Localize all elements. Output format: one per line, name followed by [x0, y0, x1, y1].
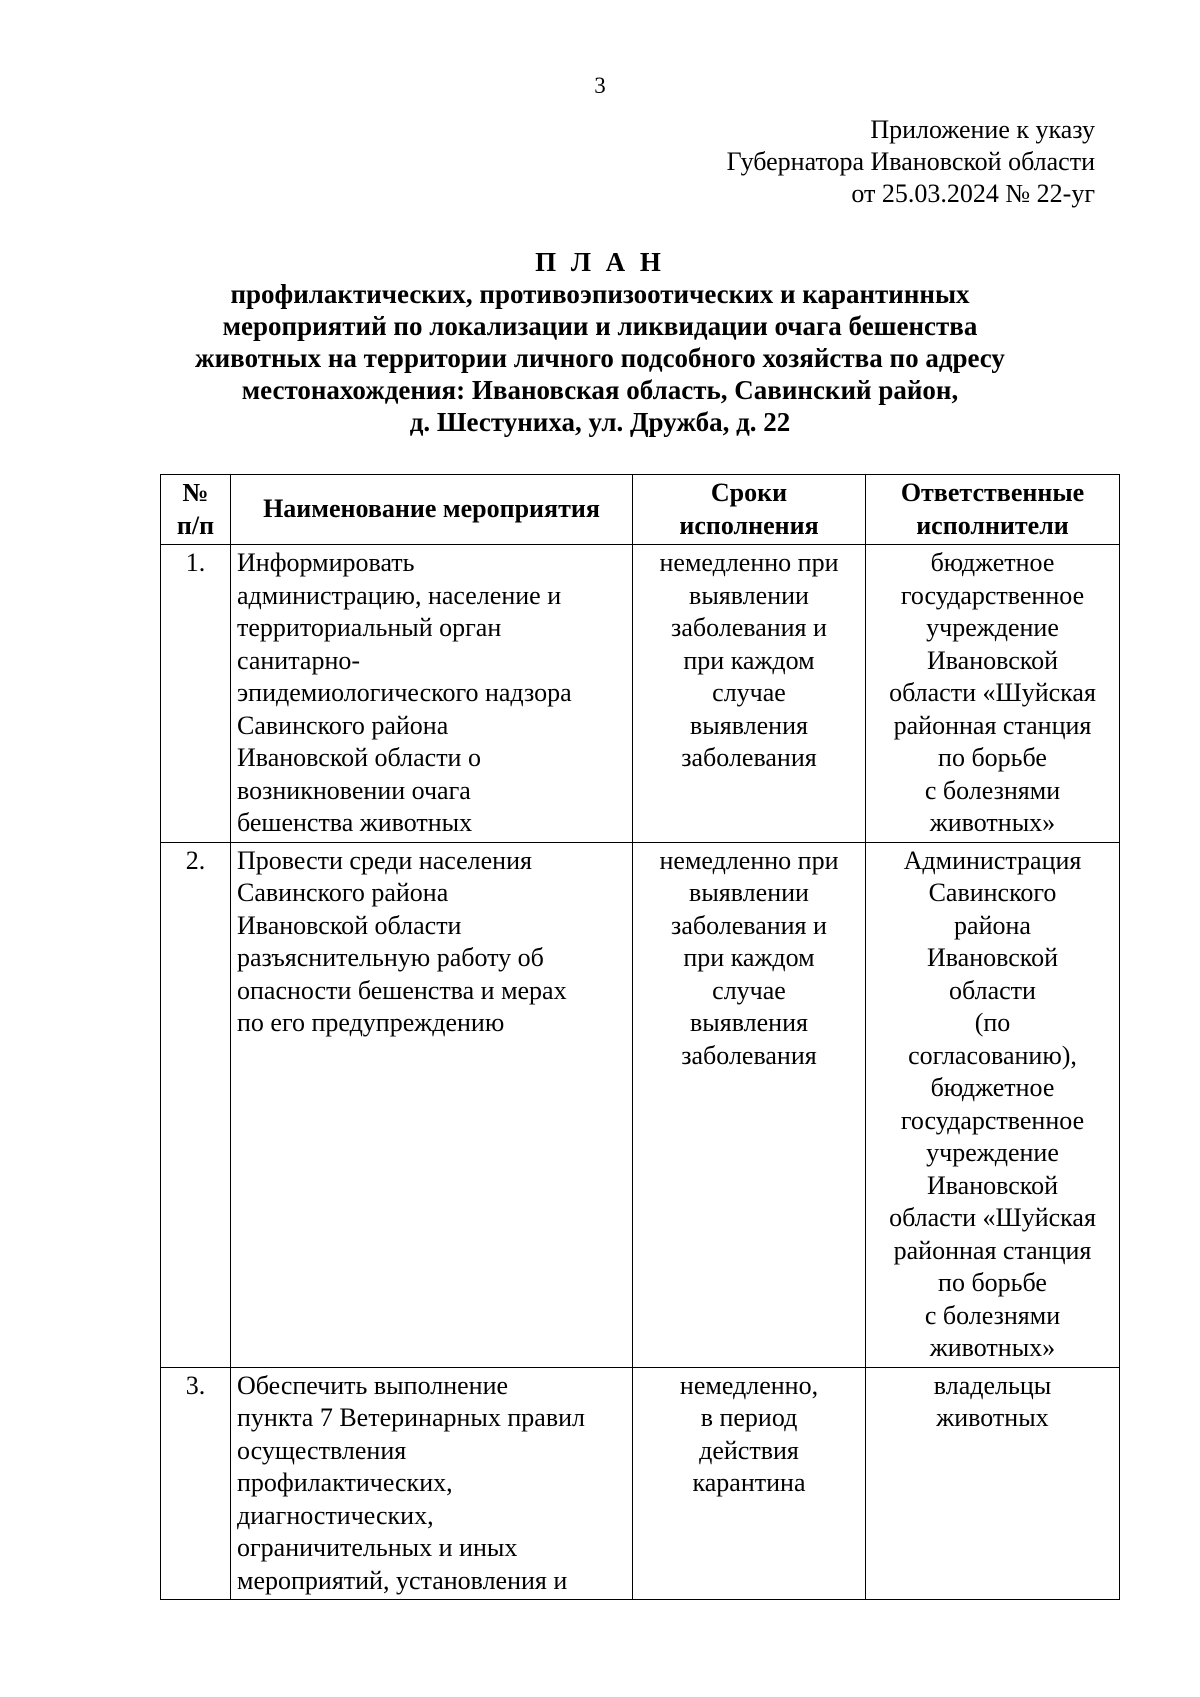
text-line: немедленно при [659, 548, 839, 577]
plan-heading: П Л А Н [535, 247, 665, 277]
page-number: 3 [594, 73, 606, 98]
text-line: при каждом [683, 943, 815, 972]
text-line: профилактических, [237, 1468, 453, 1497]
text-line: мероприятий, установления и [237, 1565, 568, 1595]
text-line: по борьбе [938, 743, 1047, 772]
appendix-note [727, 114, 1095, 210]
text-line: действия [699, 1435, 799, 1465]
header-name [231, 475, 633, 545]
text-line: исполнения [679, 510, 819, 540]
text-line: территориальный орган [237, 613, 502, 642]
text-line: выявлении [689, 580, 809, 610]
text-line: Ивановской области о [237, 743, 481, 772]
title-line: животных на территории личного подсобного хозяйства по адресу [195, 343, 1005, 373]
text-line: бюджетное [930, 1073, 1055, 1102]
text-line: опасности бешенства и мерах [237, 975, 567, 1005]
text-line: области «Шуйская [889, 1203, 1096, 1232]
title-line: д. Шестуниха, ул. Дружба, д. 22 [409, 407, 791, 437]
activity-term [633, 842, 866, 1367]
text-line: диагностических, [237, 1500, 434, 1530]
text-line: осуществления [237, 1435, 407, 1465]
text-line: исполнители [916, 510, 1069, 540]
text-line: случае [712, 678, 786, 707]
text-line: санитарно- [237, 645, 361, 675]
title-line: профилактических, противоэпизоотических и карантинных [230, 279, 970, 309]
text-line: бюджетное [930, 548, 1055, 577]
text-line: возникновении очага [237, 775, 471, 805]
text-line: животных [936, 1403, 1049, 1432]
text-line: с болезнями [924, 775, 1061, 805]
text-line: учреждение [926, 1138, 1059, 1167]
text-line: Сроки [710, 478, 788, 507]
text-line: Ивановской [926, 1170, 1059, 1200]
text-line: по его предупреждению [237, 1008, 505, 1037]
activity-responsible [866, 1367, 1120, 1600]
text-line: владельцы [933, 1370, 1052, 1400]
activity-name [231, 1367, 633, 1600]
text-line: области [949, 975, 1036, 1005]
text-line: Обеспечить выполнение [237, 1370, 509, 1400]
text-line: Ивановской области [237, 910, 462, 940]
row-number: 3. [161, 1367, 231, 1600]
text-line: Савинского [928, 878, 1057, 907]
text-line: немедленно, [679, 1370, 819, 1400]
header-num [161, 475, 231, 545]
row-number: 2. [161, 842, 231, 1367]
text-line: заболевания и [671, 613, 827, 642]
text-line: Информировать [237, 548, 415, 577]
text-line: ограничительных и иных [237, 1533, 518, 1562]
text-line: Ответственные [900, 478, 1085, 507]
activity-responsible [866, 545, 1120, 843]
row-number: 1. [161, 545, 231, 843]
table-row [161, 1367, 1120, 1600]
text-line: эпидемиологического надзора [237, 678, 572, 707]
text-line: с болезнями [924, 1300, 1061, 1330]
appendix-line: Приложение к указу [870, 115, 1095, 144]
text-line: государственное [900, 1105, 1085, 1135]
text-line: области «Шуйская [889, 678, 1096, 707]
text-line: при каждом [683, 645, 815, 675]
text-line: районная станция [893, 1235, 1092, 1265]
text-line: Провести среди населения [237, 845, 532, 875]
table-row [161, 842, 1120, 1367]
text-line: немедленно при [659, 845, 839, 875]
text-line: выявления [690, 710, 808, 740]
text-line: Ивановской [926, 645, 1059, 675]
text-line: Наименование мероприятия [263, 494, 600, 524]
text-line: заболевания и [671, 910, 827, 940]
text-line: заболевания [681, 1040, 817, 1070]
text-line: администрацию, население и [237, 580, 562, 610]
title-line: мероприятий по локализации и ликвидации очага бешенства [222, 311, 978, 341]
text-line: государственное [900, 580, 1085, 610]
text-line: разъяснительную работу об [237, 943, 544, 972]
activity-name [231, 842, 633, 1367]
text-line: Савинского района [237, 878, 449, 907]
text-line: по борьбе [938, 1268, 1047, 1297]
text-line: Савинского района [237, 710, 449, 740]
text-line: животных» [929, 1333, 1056, 1362]
table-row [161, 545, 1120, 843]
text-line: (по [974, 1008, 1011, 1037]
appendix-line: Губернатора Ивановской области [726, 147, 1095, 176]
text-line: заболевания [681, 743, 817, 772]
table-header-row [161, 475, 1120, 545]
text-line: пункта 7 Ветеринарных правил [237, 1403, 585, 1432]
text-line: Ивановской [926, 943, 1059, 972]
text-line: случае [712, 975, 786, 1005]
plan-subtitle [0, 278, 1200, 438]
text-line: бешенства животных [237, 808, 473, 837]
text-line: выявлении [689, 878, 809, 907]
header-term [633, 475, 866, 545]
text-line: карантина [692, 1468, 806, 1497]
plan-title [0, 246, 1200, 438]
text-line: учреждение [926, 613, 1059, 642]
text-line: выявления [690, 1008, 808, 1037]
text-line: района [954, 910, 1031, 940]
activity-term [633, 1367, 866, 1600]
text-line: в период [700, 1403, 798, 1432]
activity-responsible [866, 842, 1120, 1367]
text-line: животных» [929, 808, 1056, 837]
text-line: п/п [176, 510, 215, 540]
appendix-line: от 25.03.2024 № 22-уг [851, 179, 1095, 208]
activity-term [633, 545, 866, 843]
title-line: местонахождения: Ивановская область, Савинский район, [241, 375, 959, 405]
text-line: согласованию), [908, 1040, 1077, 1070]
text-line: Администрация [903, 845, 1082, 875]
activity-name [231, 545, 633, 843]
plan-table [160, 474, 1120, 1600]
text-line: № [182, 478, 209, 507]
text-line: районная станция [893, 710, 1092, 740]
header-resp [866, 475, 1120, 545]
